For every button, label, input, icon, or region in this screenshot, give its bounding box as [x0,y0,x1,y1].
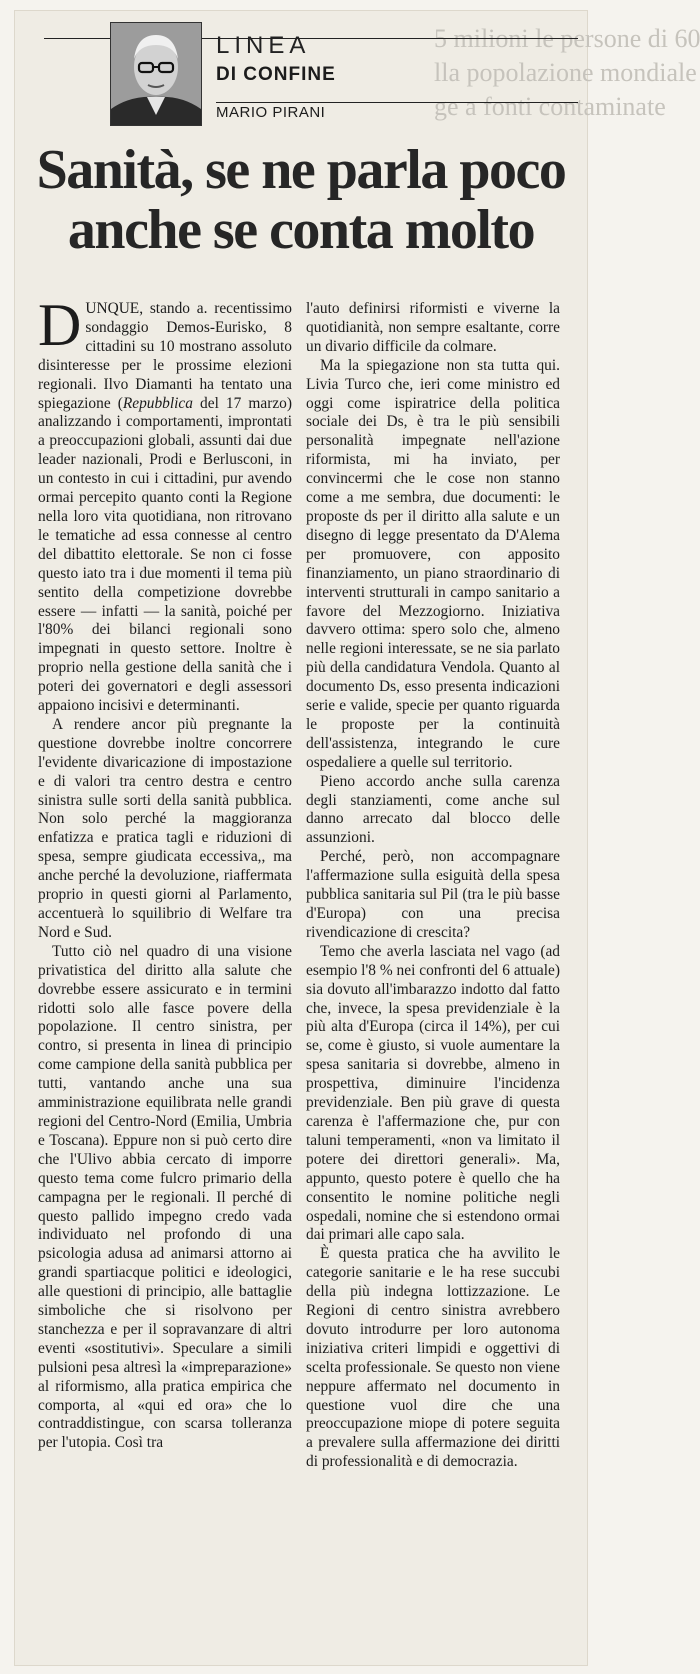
author-byline: MARIO PIRANI [216,104,326,121]
paragraph-4: l'auto definirsi riformisti e viverne la quotidianità, non sempre esaltante, corre un divario difficile da colmare. [306,300,560,355]
article-headline: Sanità, se ne parla poco anche se conta molto [36,139,566,261]
paragraph-6: Pieno accordo anche sulla carenza degli stanziamenti, come anche sul danno arrecato dal blocco delle assunzioni. [306,772,560,847]
bleed-line-1: 5 milioni le persone di 60 [434,24,700,53]
lead-word: UNQUE, [85,300,144,317]
article-column-1 [38,292,292,1656]
bleed-line-2: lla popolazione mondiale [434,58,697,87]
paragraph-7: Perché, però, non accompagnare l'affermazione sulla esiguità della spesa pubblica sanitaria sul Pil (tra le più basse d'Europa) con una precisa rivendicazione di crescita? [306,848,560,941]
paragraph-9: È questa pratica che ha avvilito le categorie sanitarie e le ha rese succubi della più indegna lottizzazione. Le Regioni di centro sinistra avrebbero dovuto introdurre per loro autonoma iniziativa criteri limpidi e oggettivi di scelta professionale. Se questo non viene neppure affermato nel documento in questione vuol dire che una preoccupazione miope di potere seguita a prevalere sulla affermazione dei diritti di professionalità e di democrazia. [306,1245,560,1471]
column-header [44,14,578,124]
paragraph-3: Tutto ciò nel quadro di una visione privatistica del diritto alla salute che dovrebbe essere assicurato e in termini ridotti solo alle fasce povere della popolazione. Il centro sinistra, per contro, si presenta in linea di principio come campione della sanità pubblica per tutti, vantando anche una sua amministrazione equilibrata nelle grandi regioni del Centro-Nord (Emilia, Umbria e Toscana). Eppure non si può certo dire che l'Ulivo abbia cercato di imporre questo tema come fulcro primario della campagna per le regionali. Il perché di questo pallido impegno credo vada individuato nel profondo di una psicologia adusa ad animarsi attorno ai grandi spartiacque politici e ideologici, alle questioni di principio, alle battaglie simboliche che si risolvono per stanchezza e per il sopravanzare di altri eventi «sostitutivi». Speculare a simili pulsioni pesa altresì la «impreparazione» al riformismo, alla pratica empirica che comporta, al «qui ed ora» che lo contraddistingue, con scarsa tolleranza per l'utopia. Così tra [38,942,292,1452]
paragraph-1-text: stando a. recentissimo sondaggio Demos-Eurisko, 8 cittadini su 10 mostrano assoluto disinteresse per le prossime elezioni regionali. Ilvo Diamanti ha tentato una spiegazione ( [38,300,292,412]
column-kicker-line1: LINEA [216,32,311,59]
paragraph-1-rest: del 17 marzo) analizzando i comportamenti, improntati a preoccupazioni globali, assunti dai due leader nazionali, Prodi e Berlusconi, in un contesto in cui i cittadini, pur avendo ormai percepito quanto conti la Regione nella loro vita quotidiana, non ritrovano le tematiche ad essa connesse al centro del dibattito elettorale. Se non ci fosse questo iato tra i due momenti il tema più sentito della competizione dovrebbe essere — infatti — la sanità, poiché per l'80% dei bilanci regionali sono impegnati in questo settore. Inoltre è proprio nella gestione della sanità che i poteri dei governatori e degli assessori appaiono incisivi e determinanti. [38,394,292,715]
bleed-line-3: ge a fonti contaminate [434,92,666,121]
header-rule-bottom [216,102,578,103]
paragraph-1 [38,292,292,716]
author-photo [110,22,202,126]
paragraph-5: Ma la spiegazione non sta tutta qui. Livia Turco che, ieri come ministro ed oggi come ispiratrice della politica sociale dei Ds, è tra le più sensibili personalità impegnate nell'azione riformista, mi ha inviato, per convincermi che le cose non stanno come a me sembra, due documenti: le proposte ds per il diritto alla salute e un disegno di legge presentato da D'Alema per promuovere, con apposito finanziamento, un piano straordinario di interventi strutturali in campo sanitario a favore del Mezzogiorno. Iniziativa davvero ottima: spero solo che, almeno nelle regioni interessate, se ne sia parlato più della candidatura Vendola. Quanto al documento Ds, esso presenta indicazioni serie e valide, specie per quanto riguarda le proposte per la continuità dell'assistenza, integrando le cure ospedaliere a quelle sul territorio. [306,356,560,771]
paragraph-2: A rendere ancor più pregnante la questione dovrebbe inoltre concorrere l'evidente divaricazione di impostazione e di valori tra centro destra e centro sinistra sulle sorti della sanità pubblica. Non solo perché la maggioranza enfatizza e pratica tagli e riduzioni di spesa, sempre giudicata eccessiva,, ma anche perché la devoluzione, riaffermata proprio in questi giorni al Parlamento, accentuerà lo squilibrio di Welfare tra Nord e Sud. [38,715,292,941]
author-portrait-icon [111,23,201,125]
newspaper-citation: Repubblica [122,394,193,412]
article-column-2 [306,300,560,1656]
column-kicker-line2: DI CONFINE [216,64,336,85]
drop-cap: D [38,292,82,358]
paragraph-8: Temo che averla lasciata nel vago (ad esempio l'8 % nei confronti del 6 attuale) sia dovuto all'imbarazzo indotto dal fatto che, invece, la spesa previdenziale è la più alta d'Europa (circa il 14%), per cui se, come è giusto, si vuole aumentare la spesa sanitaria si dovrebbe, almeno in prospettiva, diminuire l'incidenza previdenziale. Ben più grave di questa carenza è l'affermazione che, pur con taluni temperamenti, «non va limitato il potere dei direttori generali». Ma, appunto, questo potere è quello che ha consentito le nomine politiche negli ospedali, nomine che si estendono ormai dai primari alle capo sala. [306,942,560,1244]
